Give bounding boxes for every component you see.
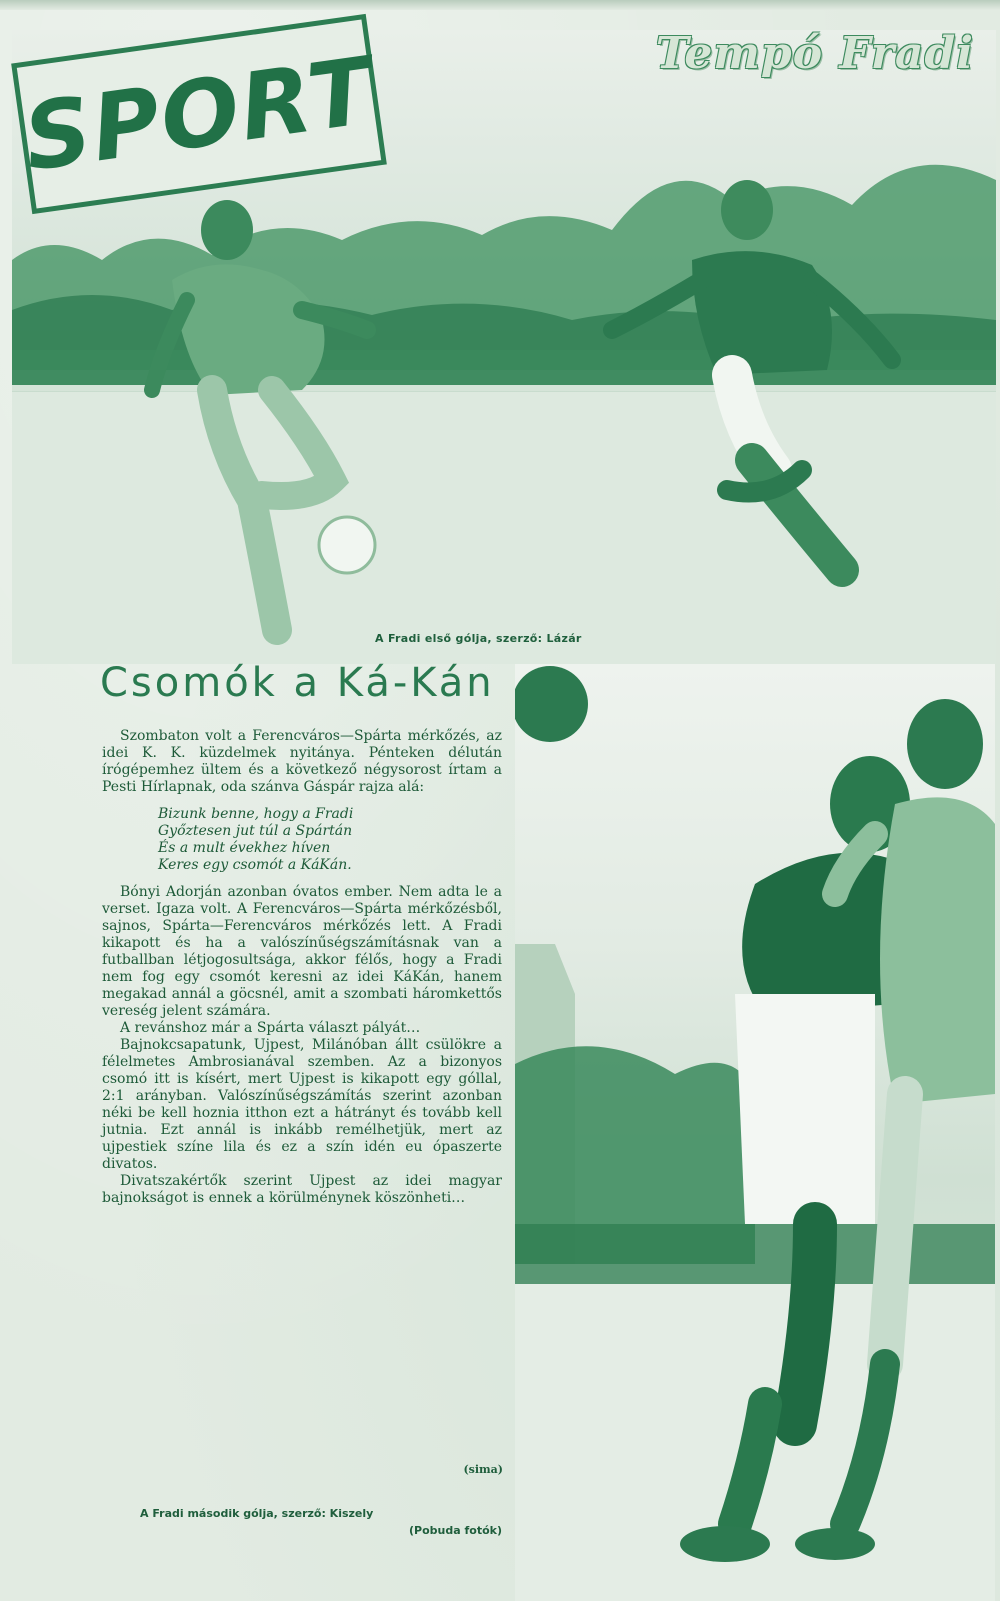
- poem-line: Győztesen jut túl a Spártán: [158, 823, 353, 839]
- article-paragraph: Bónyi Adorján azonban óvatos ember. Nem adta le a verset. Igaza volt. A Ferencváros—Spárta mérkőzésből, sajnos, Spárta—Ferencváros mérkőzés lett. A Fradi kikapott és ha a valószínűségszámításnak van a futballban létjogosultsága, akkor félős, hogy a Fradi nem fog egy csomót keresni az idei KáKán, hanem megakad annál a göcsnél, amit a szombati háromkettős vereség jelent számára.: [102, 884, 502, 1019]
- photo-top-caption: A Fradi első gólja, szerző: Lázár: [375, 632, 582, 645]
- article-paragraph: Bajnokcsapatunk, Ujpest, Milánóban állt csülökre a félelmetes Ambrosianával szemben. Az a bizonyos csomó itt is kísért, mert Ujpest is kikapott egy góllal, 2:1 arányban. Valószínűségszámítás szerint azonban néki be kell hoznia itthon ezt a hátrányt és tovább kell jutnia. Ezt annál is inkább remélhetjük, mert az ujpestiek színe lila és ez a szín idén eu ópaszerte divatos.: [102, 1037, 502, 1172]
- article-paragraph: Divatszakértők szerint Ujpest az idei magyar bajnokságot is ennek a körülménynek köszönheti…: [102, 1173, 502, 1206]
- poem-line: Bizunk benne, hogy a Fradi: [158, 806, 354, 822]
- football-photo-bottom: [515, 664, 995, 1601]
- article-signature: (sima): [463, 1463, 503, 1476]
- section-label: SPORT: [17, 36, 381, 192]
- article-body: [102, 728, 502, 1207]
- article-poem: [158, 806, 502, 874]
- poem-line: És a mult évekhez híven: [158, 840, 331, 856]
- article-paragraph: A revánshoz már a Spárta választ pályát…: [120, 1020, 421, 1036]
- page-edge: [0, 0, 1000, 10]
- photo-bottom: [515, 664, 995, 1601]
- photo-credit: (Pobuda fotók): [409, 1524, 502, 1537]
- article-headline: Csomók a Ká-Kán: [100, 660, 495, 706]
- article-intro: Szombaton volt a Ferencváros—Spárta mérkőzés, az idei K. K. küzdelmek nyitánya. Pénteken délután írógépemhez ültem és a következő négysorost írtam a Pesti Hírlapnak, oda szánva Gáspár rajza alá:: [102, 728, 502, 795]
- poem-line: Keres egy csomót a KáKán.: [158, 857, 352, 873]
- photo-bottom-caption-block: [140, 1505, 502, 1539]
- masthead-logo: Tempó Fradi: [655, 28, 974, 79]
- photo-bottom-caption: A Fradi második gólja, szerző: Kiszely: [140, 1507, 374, 1520]
